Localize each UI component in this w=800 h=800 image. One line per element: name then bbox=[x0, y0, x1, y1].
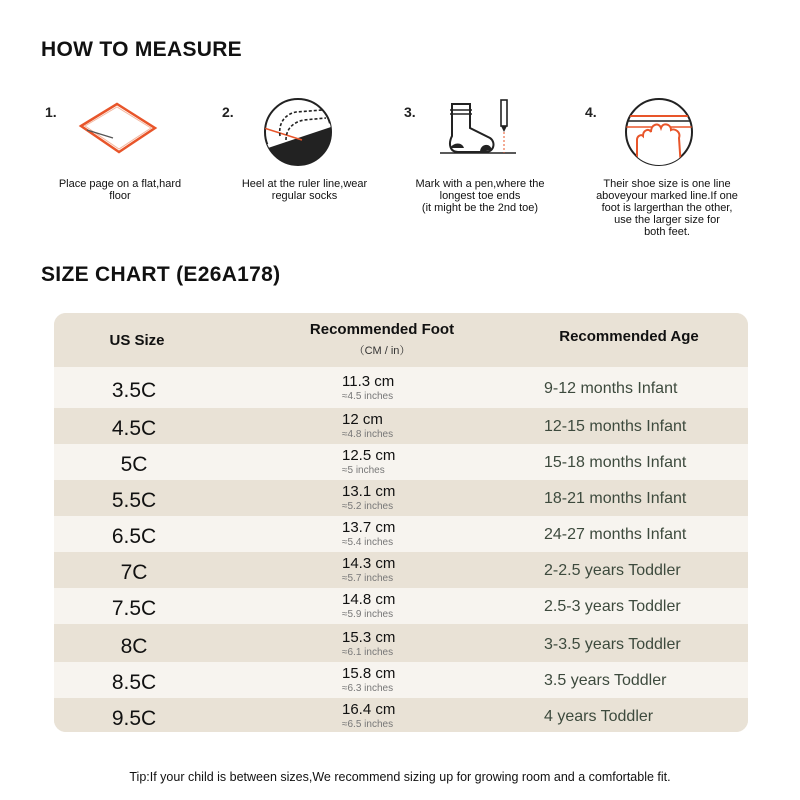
age-cell: 24-27 months Infant bbox=[544, 526, 687, 543]
table-row bbox=[54, 552, 748, 588]
step-number: 3. bbox=[404, 104, 416, 120]
foot-inch-cell: ≈5.2 inches bbox=[342, 501, 394, 512]
step-number: 2. bbox=[222, 104, 234, 120]
step-description: Mark with a pen,where the longest toe ends (it might be the 2nd toe) bbox=[415, 178, 545, 214]
size-chart-table bbox=[54, 313, 748, 732]
age-cell: 12-15 months Infant bbox=[544, 418, 687, 435]
paper-on-floor-icon bbox=[75, 98, 161, 158]
header-us-size: US Size bbox=[109, 332, 165, 349]
measure-step-2 bbox=[222, 98, 402, 248]
foot-inch-cell: ≈5.7 inches bbox=[342, 573, 394, 584]
table-row bbox=[54, 698, 748, 732]
foot-inch-cell: ≈6.1 inches bbox=[342, 647, 394, 658]
size-cell: 7C bbox=[120, 561, 148, 584]
size-chart-title: SIZE CHART (E26A178) bbox=[41, 263, 281, 286]
table-row bbox=[54, 588, 748, 624]
age-cell: 2.5-3 years Toddler bbox=[544, 598, 681, 615]
size-cell: 3.5C bbox=[111, 379, 157, 402]
header-recommended-foot bbox=[282, 321, 482, 358]
foot-inch-cell: ≈5.4 inches bbox=[342, 537, 394, 548]
foot-cm-cell: 15.3 cm bbox=[342, 629, 396, 646]
size-cell: 8C bbox=[120, 635, 148, 658]
table-header bbox=[54, 313, 748, 367]
size-cell: 4.5C bbox=[111, 417, 157, 440]
foot-cm-cell: 14.8 cm bbox=[342, 591, 396, 608]
age-cell: 18-21 months Infant bbox=[544, 490, 687, 507]
foot-cm-cell: 13.7 cm bbox=[342, 519, 396, 536]
step-number: 1. bbox=[45, 104, 57, 120]
toes-on-line-icon bbox=[623, 96, 695, 168]
table-row bbox=[54, 444, 748, 480]
size-cell: 7.5C bbox=[111, 597, 157, 620]
age-cell: 9-12 months Infant bbox=[544, 380, 678, 397]
header-foot-units: （CM / in） bbox=[353, 345, 411, 357]
foot-cm-cell: 12 cm bbox=[342, 411, 383, 428]
measure-step-3 bbox=[404, 98, 584, 248]
step-description: Their shoe size is one line aboveyour marked line.If one foot is largerthan the other, use the larger size for both feet. bbox=[596, 178, 738, 238]
size-cell: 5C bbox=[120, 453, 148, 476]
heel-on-ruler-icon bbox=[262, 96, 334, 168]
age-cell: 15-18 months Infant bbox=[544, 454, 687, 471]
foot-inch-cell: ≈6.3 inches bbox=[342, 683, 394, 694]
measure-step-1 bbox=[45, 98, 225, 248]
table-row bbox=[54, 626, 748, 662]
foot-cm-cell: 13.1 cm bbox=[342, 483, 396, 500]
foot-cm-cell: 11.3 cm bbox=[342, 373, 395, 390]
step-description: Heel at the ruler line,wear regular socks bbox=[241, 178, 368, 202]
size-cell: 9.5C bbox=[111, 707, 157, 730]
table-row bbox=[54, 408, 748, 444]
foot-inch-cell: ≈5 inches bbox=[342, 465, 385, 476]
size-cell: 8.5C bbox=[111, 671, 157, 694]
step-number: 4. bbox=[585, 104, 597, 120]
age-cell: 2-2.5 years Toddler bbox=[544, 562, 681, 579]
foot-cm-cell: 14.3 cm bbox=[342, 555, 396, 572]
header-foot-label: Recommended Foot bbox=[309, 321, 455, 338]
measure-step-4 bbox=[585, 98, 765, 248]
table-row bbox=[54, 662, 748, 698]
foot-cm-cell: 12.5 cm bbox=[342, 447, 396, 464]
size-cell: 6.5C bbox=[111, 525, 157, 548]
foot-inch-cell: ≈6.5 inches bbox=[342, 719, 394, 730]
foot-cm-cell: 15.8 cm bbox=[342, 665, 396, 682]
age-cell: 4 years Toddler bbox=[544, 708, 654, 725]
foot-inch-cell: ≈4.5 inches bbox=[342, 391, 394, 402]
foot-inch-cell: ≈4.8 inches bbox=[342, 429, 394, 440]
header-recommended-age: Recommended Age bbox=[559, 328, 699, 345]
table-row bbox=[54, 480, 748, 516]
foot-inch-cell: ≈5.9 inches bbox=[342, 609, 394, 620]
table-row bbox=[54, 367, 748, 408]
foot-cm-cell: 16.4 cm bbox=[342, 701, 396, 718]
table-row bbox=[54, 516, 748, 552]
sock-and-pen-icon bbox=[440, 98, 516, 158]
measure-title: HOW TO MEASURE bbox=[41, 38, 242, 61]
sizing-tip: Tip:If your child is between sizes,We recommend sizing up for growing room and a comfortable fit. bbox=[129, 770, 671, 784]
step-description: Place page on a flat,hard floor bbox=[58, 178, 182, 202]
age-cell: 3.5 years Toddler bbox=[544, 672, 667, 689]
size-cell: 5.5C bbox=[111, 489, 157, 512]
age-cell: 3-3.5 years Toddler bbox=[544, 636, 681, 653]
